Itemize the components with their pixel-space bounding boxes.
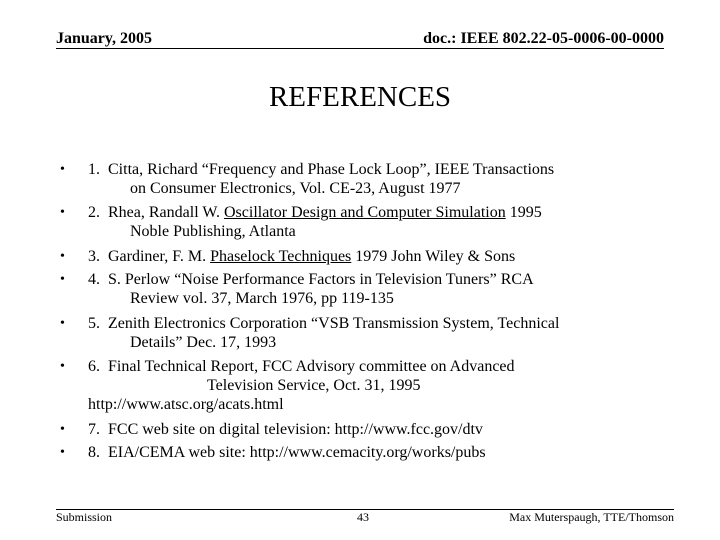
footer-submission: Submission bbox=[56, 510, 113, 524]
slide-title: REFERENCES bbox=[268, 81, 452, 113]
reference-line: 4. S. Perlow “Noise Performance Factors in Television Tuners” RCA bbox=[88, 271, 534, 288]
bullet-icon: • bbox=[60, 249, 65, 264]
header-date: January, 2005 bbox=[56, 30, 153, 47]
bullet-icon: • bbox=[60, 316, 65, 331]
bullet-icon: • bbox=[60, 162, 65, 177]
bullet-icon: • bbox=[60, 359, 65, 374]
book-title: Oscillator Design and Computer Simulation bbox=[223, 204, 506, 221]
reference-line: 5. Zenith Electronics Corporation “VSB Transmission System, Technical bbox=[88, 315, 560, 332]
bullet-icon: • bbox=[60, 422, 65, 437]
reference-line: 8. EIA/CEMA web site: http://www.cemacity.org/works/pubs bbox=[88, 444, 486, 461]
footer-author: Max Muterspaugh, TTE/Thomson bbox=[509, 510, 674, 524]
header-divider bbox=[56, 48, 664, 49]
reference-continuation: Review vol. 37, March 1976, pp 119-135 bbox=[130, 290, 394, 307]
reference-url: http://www.atsc.org/acats.html bbox=[88, 396, 284, 413]
reference-line: 7. FCC web site on digital television: http://www.fcc.gov/dtv bbox=[88, 421, 483, 438]
bullet-icon: • bbox=[60, 205, 65, 220]
bullet-icon: • bbox=[60, 272, 65, 287]
header-doc-id: doc.: IEEE 802.22-05-0006-00-0000 bbox=[423, 30, 664, 47]
bullet-icon: • bbox=[60, 445, 65, 460]
reference-continuation: Noble Publishing, Atlanta bbox=[130, 223, 296, 240]
reference-line: 1. Citta, Richard “Frequency and Phase Lock Loop”, IEEE Transactions bbox=[88, 161, 555, 178]
book-title: Phaselock Techniques bbox=[210, 248, 352, 265]
reference-continuation: Television Service, Oct. 31, 1995 bbox=[207, 377, 421, 394]
reference-continuation: Details” Dec. 17, 1993 bbox=[130, 334, 277, 351]
page-number: 43 bbox=[357, 510, 369, 524]
reference-line: 3. Gardiner, F. M. Phaselock Techniques 1979 John Wiley & Sons bbox=[88, 248, 516, 265]
reference-line: 6. Final Technical Report, FCC Advisory committee on Advanced bbox=[88, 358, 515, 375]
reference-line: 2. Rhea, Randall W. Oscillator Design and Computer Simulation 1995 bbox=[88, 204, 542, 221]
reference-continuation: on Consumer Electronics, Vol. CE-23, August 1977 bbox=[130, 180, 461, 197]
